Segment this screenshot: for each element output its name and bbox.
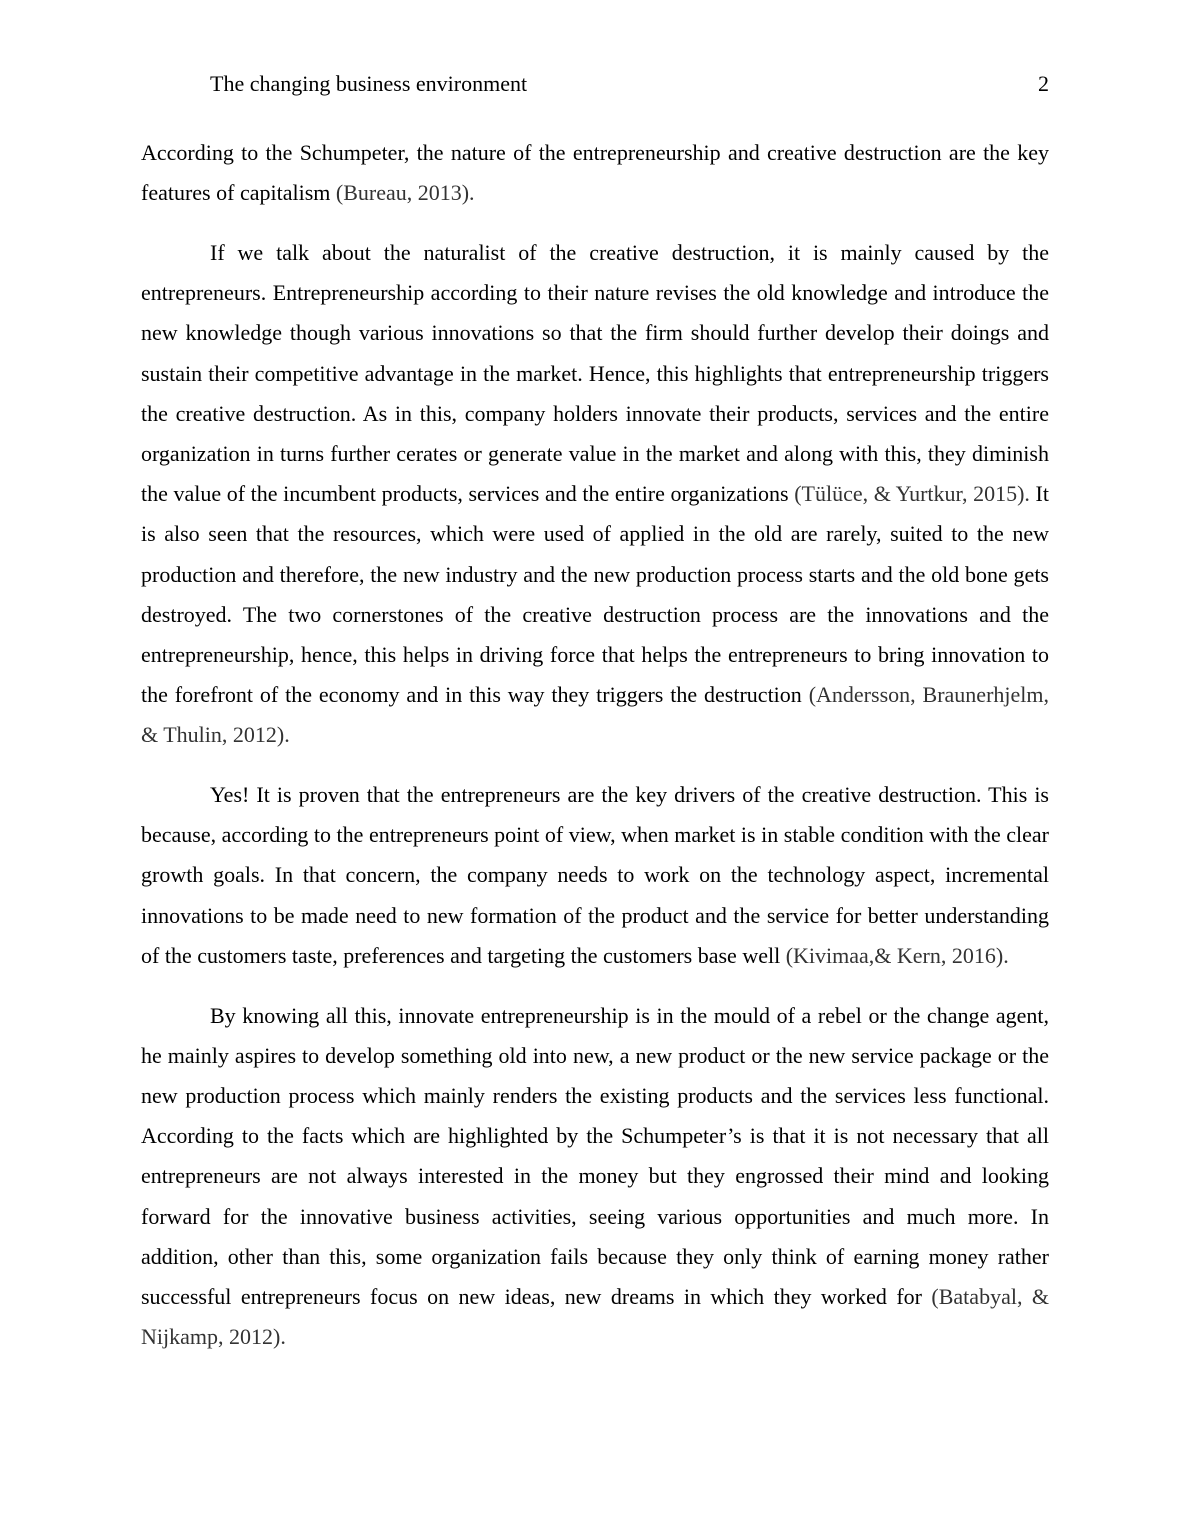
citation-andersson: (Andersson, Braunerhjelm, & Thulin, 2012). — [141, 682, 1049, 748]
running-header — [210, 70, 1049, 100]
paragraph-3 — [141, 775, 1049, 976]
paragraph-2-tail: It is also seen that the resources, which were used of applied in the old are rarely, suited to the new production and therefore, the new industry and the new production process starts and the old bone gets destroyed. The two cornerstones of the creative destruction process are the innovations and the entrepreneurship, hence, this helps in driving force that helps the entrepreneurs to bring innovation to the forefront of the economy and in this way they triggers the destruction — [141, 481, 1049, 708]
citation-batabyal: (Batabyal, & Nijkamp, 2012). — [141, 1283, 1049, 1350]
paragraph-2 — [141, 233, 1049, 756]
paragraph-3-text: Yes! It is proven that the entrepreneurs are the key drivers of the creative destruction. This is because, according to the entrepreneurs point of view, when market is in stable condition with the clear growth goals. In that concern, the company needs to work on the technology aspect, incremental innovations to be made need to new formation of the product and the service for better understanding of the customers taste, preferences and targeting the customers base well — [141, 782, 1049, 968]
paragraph-2-text: If we talk about the naturalist of the creative destruction, it is mainly caused by the entrepreneurs. Entrepreneurship according to their nature revises the old knowledge and introduce the new knowledge though various innovations so that the firm should further develop their doings and sustain their competitive advantage in the market. Hence, this highlights that entrepreneurship triggers the creative destruction. As in this, company holders innovate their products, services and the entire organization in turns further cerates or generate value in the market and along with this, they diminish the value of the incumbent products, services and the entire organizations — [141, 239, 1049, 507]
paragraph-4-text: By knowing all this, innovate entrepreneurship is in the mould of a rebel or the change agent, he mainly aspires to develop something old into new, a new product or the new service package or the new production process which mainly renders the existing products and the services less functional. According to the facts which are highlighted by the Schumpeter’s is that it is not necessary that all entrepreneurs are not always interested in the money but they engrossed their mind and looking forward for the innovative business activities, seeing various opportunities and much more. In addition, other than this, some organization fails because they only think of earning money rather successful entrepreneurs focus on new ideas, new dreams in which they worked for — [141, 1002, 1049, 1309]
citation-kivimaa: (Kivimaa,& Kern, 2016). — [785, 942, 1009, 968]
body-text — [141, 133, 1049, 1377]
paragraph-1-text: According to the Schumpeter, the nature of the entrepreneurship and creative destruction are the key features of capitalism — [141, 140, 1049, 206]
running-head-title: The changing business environment — [210, 71, 528, 96]
paragraph-1 — [141, 133, 1049, 213]
page-number: 2 — [1038, 71, 1049, 96]
citation-tuluce: (Tülüce, & Yurtkur, 2015). — [794, 481, 1030, 507]
paragraph-4 — [141, 996, 1049, 1358]
citation-bureau: (Bureau, 2013). — [335, 180, 475, 206]
